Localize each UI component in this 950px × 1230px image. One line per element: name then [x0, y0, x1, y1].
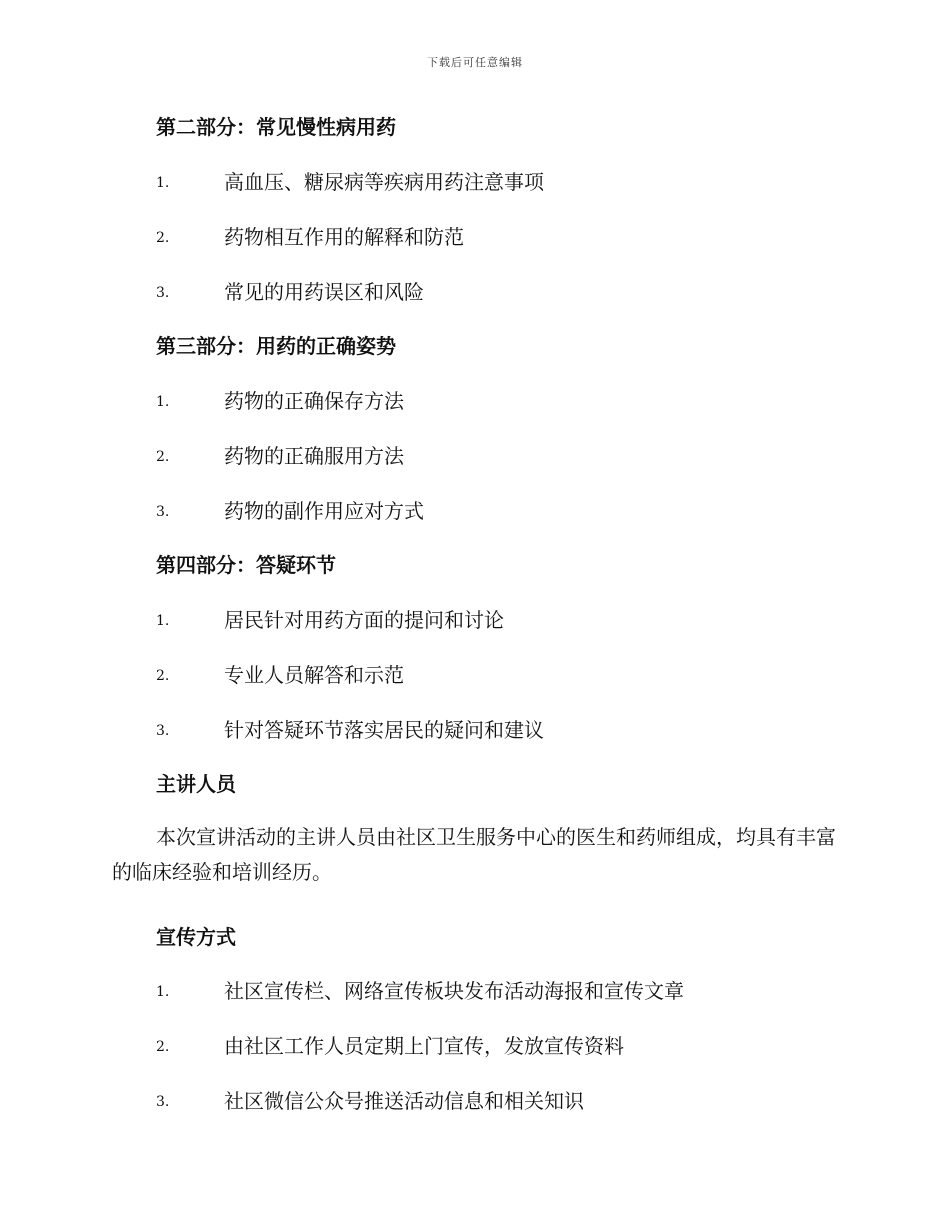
list-item: [0, 716, 950, 744]
list-item-number: 1.: [156, 394, 170, 410]
list-item: [0, 661, 950, 689]
page-header-note: 下载后可任意编辑: [427, 56, 523, 69]
list-item-number: 3.: [156, 504, 170, 520]
list-item: [0, 168, 950, 196]
list-item-number: 1.: [156, 984, 170, 1000]
list-item: [0, 1087, 950, 1115]
list-item: [0, 977, 950, 1005]
list-item: [0, 1032, 950, 1060]
list-item: [0, 442, 950, 470]
list-item: [0, 278, 950, 306]
list-item-text: 社区宣传栏、网络宣传板块发布活动海报和宣传文章: [224, 979, 684, 1003]
list-item-text: 药物的正确保存方法: [224, 389, 404, 413]
list-item-number: 2.: [156, 230, 170, 246]
list-item-text: 专业人员解答和示范: [224, 663, 404, 687]
list-item: [0, 606, 950, 634]
list-item: [0, 223, 950, 251]
list-item-number: 1.: [156, 175, 170, 191]
list-item-number: 2.: [156, 668, 170, 684]
section-heading-part2: 第二部分：常见慢性病用药: [156, 115, 396, 139]
section-heading-part4: 第四部分：答疑环节: [156, 553, 336, 577]
list-item-text: 社区微信公众号推送活动信息和相关知识: [224, 1089, 584, 1113]
list-item-number: 2.: [156, 1039, 170, 1055]
list-item-text: 药物的副作用应对方式: [224, 499, 424, 523]
list-item-number: 2.: [156, 449, 170, 465]
section-heading-promotion: 宣传方式: [156, 925, 236, 949]
section-heading-speakers: 主讲人员: [156, 772, 236, 796]
list-item-text: 高血压、糖尿病等疾病用药注意事项: [224, 170, 544, 194]
list-item: [0, 387, 950, 415]
list-item-number: 1.: [156, 613, 170, 629]
list-item-text: 由社区工作人员定期上门宣传，发放宣传资料: [224, 1034, 624, 1058]
list-item-text: 居民针对用药方面的提问和讨论: [224, 608, 504, 632]
section-heading-part3: 第三部分：用药的正确姿势: [156, 334, 396, 358]
speakers-paragraph: 本次宣讲活动的主讲人员由社区卫生服务中心的医生和药师组成，均具有丰富的临床经验和培训经历。: [112, 825, 836, 884]
list-item-number: 3.: [156, 723, 170, 739]
list-item: [0, 497, 950, 525]
list-item-text: 常见的用药误区和风险: [224, 280, 424, 304]
list-item-text: 针对答疑环节落实居民的疑问和建议: [224, 718, 544, 742]
list-item-text: 药物相互作用的解释和防范: [224, 225, 464, 249]
list-item-text: 药物的正确服用方法: [224, 444, 404, 468]
list-item-number: 3.: [156, 285, 170, 301]
list-item-number: 3.: [156, 1094, 170, 1110]
